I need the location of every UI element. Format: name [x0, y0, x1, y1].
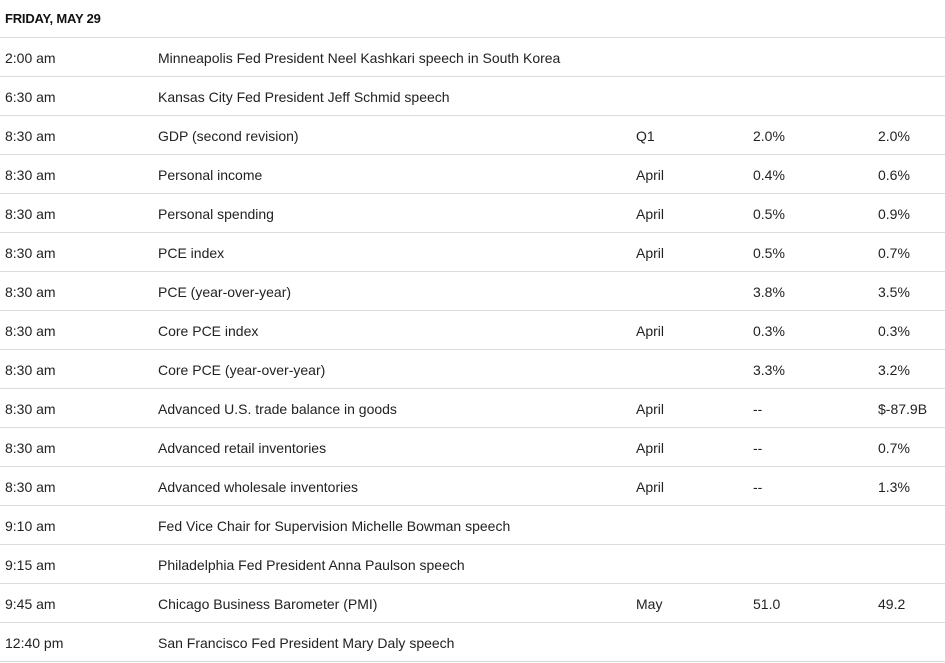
event-name: Chicago Business Barometer (PMI) [158, 596, 378, 612]
table-row [0, 623, 945, 662]
table-row [0, 272, 945, 311]
event-forecast: 3.3% [753, 362, 785, 378]
event-name: GDP (second revision) [158, 128, 299, 144]
event-time: 9:10 am [5, 518, 56, 534]
event-previous: 0.6% [878, 167, 910, 183]
event-time: 8:30 am [5, 167, 56, 183]
event-time: 8:30 am [5, 284, 56, 300]
event-previous: 3.2% [878, 362, 910, 378]
event-name: Advanced retail inventories [158, 440, 327, 456]
event-name: San Francisco Fed President Mary Daly speech [158, 635, 455, 651]
event-period: April [636, 245, 665, 261]
event-forecast: 3.8% [753, 284, 785, 300]
event-forecast: -- [753, 401, 763, 417]
event-previous: $-87.9B [878, 401, 928, 417]
event-name: Fed Vice Chair for Supervision Michelle Bowman speech [158, 518, 511, 534]
event-previous: 1.3% [878, 479, 910, 495]
event-name: Core PCE index [158, 323, 259, 339]
event-forecast: 0.4% [753, 167, 785, 183]
event-previous: 0.7% [878, 440, 910, 456]
event-period: May [636, 596, 663, 612]
table-row [0, 194, 945, 233]
event-name: Minneapolis Fed President Neel Kashkari speech in South Korea [158, 50, 561, 66]
event-name: Personal spending [158, 206, 274, 222]
event-previous: 49.2 [878, 596, 906, 612]
table-row [0, 233, 945, 272]
event-name: Advanced U.S. trade balance in goods [158, 401, 397, 417]
table-row [0, 311, 945, 350]
table-row [0, 584, 945, 623]
event-name: PCE (year-over-year) [158, 284, 292, 300]
table-row [0, 428, 945, 467]
event-time: 8:30 am [5, 323, 56, 339]
events-table [0, 38, 945, 662]
event-time: 9:15 am [5, 557, 56, 573]
event-period: April [636, 401, 665, 417]
event-period: April [636, 479, 665, 495]
event-previous: 0.3% [878, 323, 910, 339]
table-row [0, 116, 945, 155]
event-name: Advanced wholesale inventories [158, 479, 359, 495]
event-forecast: 0.5% [753, 245, 785, 261]
event-period: April [636, 167, 665, 183]
event-period: April [636, 323, 665, 339]
table-row [0, 467, 945, 506]
event-period: April [636, 440, 665, 456]
event-time: 6:30 am [5, 89, 56, 105]
event-time: 8:30 am [5, 401, 56, 417]
event-forecast: -- [753, 440, 763, 456]
event-name: Personal income [158, 167, 263, 183]
event-time: 8:30 am [5, 206, 56, 222]
table-row [0, 389, 945, 428]
event-period: Q1 [636, 128, 655, 144]
table-row [0, 545, 945, 584]
table-row [0, 506, 945, 545]
event-name: Kansas City Fed President Jeff Schmid speech [158, 89, 450, 105]
event-previous: 3.5% [878, 284, 910, 300]
event-name: Philadelphia Fed President Anna Paulson speech [158, 557, 465, 573]
event-forecast: 0.3% [753, 323, 785, 339]
event-forecast: 0.5% [753, 206, 785, 222]
event-time: 9:45 am [5, 596, 56, 612]
event-forecast: -- [753, 479, 763, 495]
day-heading: FRIDAY, MAY 29 [0, 0, 945, 38]
event-previous: 0.9% [878, 206, 910, 222]
event-time: 8:30 am [5, 440, 56, 456]
event-period: April [636, 206, 665, 222]
event-time: 2:00 am [5, 50, 56, 66]
event-previous: 0.7% [878, 245, 910, 261]
event-time: 8:30 am [5, 128, 56, 144]
event-time: 8:30 am [5, 362, 56, 378]
event-name: Core PCE (year-over-year) [158, 362, 326, 378]
table-row [0, 77, 945, 116]
table-row [0, 38, 945, 77]
event-forecast: 2.0% [753, 128, 785, 144]
event-time: 8:30 am [5, 245, 56, 261]
event-name: PCE index [158, 245, 225, 261]
event-previous: 2.0% [878, 128, 910, 144]
event-time: 12:40 pm [5, 635, 64, 651]
event-forecast: 51.0 [753, 596, 781, 612]
event-time: 8:30 am [5, 479, 56, 495]
table-row [0, 350, 945, 389]
table-row [0, 155, 945, 194]
